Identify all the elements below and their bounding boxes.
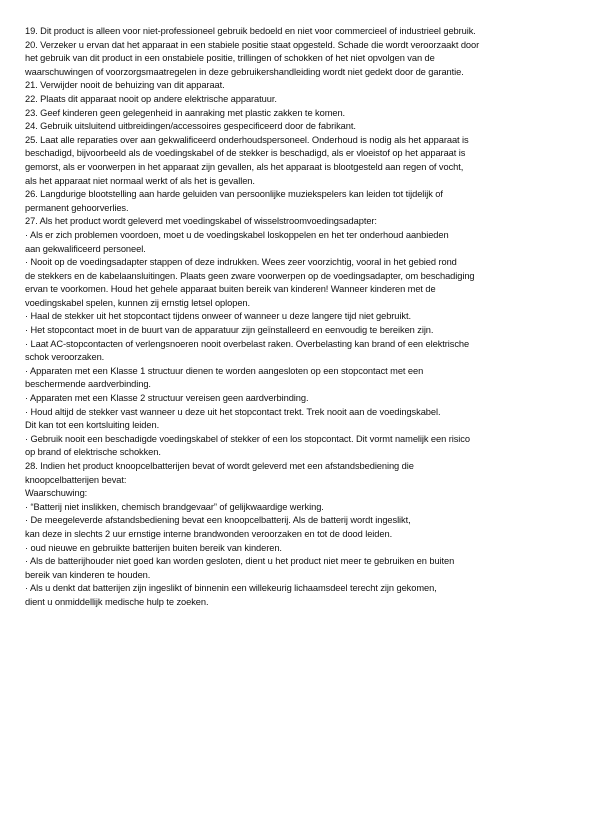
text-line: 28. Indien het product knoopcelbatterijen bevat of wordt geleverd met een afstandsbediening die	[25, 461, 414, 471]
text-line: gemorst, als er voorwerpen in het apparaat zijn gevallen, als het apparaat is blootgesteld aan regen of vocht,	[25, 161, 464, 172]
text-line: 27. Als het product wordt geleverd met voedingskabel of wisselstroomvoedingsadapter:	[25, 216, 377, 227]
text-line: · Nooit op de voedingsadapter stappen of deze indrukken. Wees zeer voorzichtig, vooral in het gebied rond	[25, 257, 457, 268]
text-line: als het apparaat niet normaal werkt of als het is gevallen.	[25, 175, 255, 186]
text-line: · oud nieuwe en gebruikte batterijen buiten bereik van kinderen.	[25, 542, 282, 553]
text-line: beschermende aardverbinding.	[25, 379, 151, 390]
text-line: 22. Plaats dit apparaat nooit op andere elektrische apparatuur.	[25, 93, 277, 104]
manual-text-page	[25, 25, 581, 610]
text-line: · Het stopcontact moet in de buurt van de apparatuur zijn geïnstalleerd en eenvoudig te bereiken zijn.	[25, 325, 434, 336]
text-line: Waarschuwing:	[25, 488, 88, 499]
text-line: voedingskabel spelen, kunnen zij ernstig letsel oplopen.	[25, 297, 250, 308]
text-line: · “Batterij niet inslikken, chemisch brandgevaar” of gelijkwaardige werking.	[25, 501, 324, 512]
text-line: · Gebruik nooit een beschadigde voedingskabel of stekker of een los stopcontact. Dit vormt namelijk een risico	[25, 433, 470, 444]
text-line: · Laat AC-stopcontacten of verlengsnoeren nooit overbelast raken. Overbelasting kan brand of een elektrische	[25, 338, 470, 349]
text-line: 25. Laat alle reparaties over aan gekwalificeerd onderhoudspersoneel. Onderhoud is nodig als het apparaat is	[25, 134, 469, 145]
text-line: · Apparaten met een Klasse 1 structuur dienen te worden aangesloten op een stopcontact met een	[25, 365, 424, 376]
text-line: aan gekwalificeerd personeel.	[25, 243, 146, 254]
text-line: kan deze in slechts 2 uur ernstige interne brandwonden veroorzaken en tot de dood leiden.	[25, 528, 393, 539]
text-line: · Als er zich problemen voordoen, moet u de voedingskabel loskoppelen en het ter onderhoud aanbieden	[25, 229, 449, 240]
text-line: · De meegeleverde afstandsbediening bevat een knoopcelbatterij. Als de batterij wordt ingeslikt,	[25, 515, 411, 526]
text-line: 24. Gebruik uitsluitend uitbreidingen/accessoires gespecificeerd door de fabrikant.	[25, 121, 356, 132]
text-line: waarschuwingen of voorzorgsmaatregelen in deze gebruikershandleiding wordt niet gedekt door de garantie.	[25, 66, 464, 77]
text-line: bereik van kinderen te houden.	[25, 569, 151, 580]
text-line: 20. Verzeker u ervan dat het apparaat in een stabiele positie staat opgesteld. Schade die wordt veroorzaakt door	[25, 39, 480, 50]
text-line: permanent gehoorverlies.	[25, 202, 129, 213]
text-line: knoopcelbatterijen bevat:	[25, 474, 127, 485]
text-line: Dit kan tot een kortsluiting leiden.	[25, 420, 160, 431]
text-line: beschadigd, bijvoorbeeld als de voedingskabel of de stekker is beschadigd, als er vloeistof op het apparaat is	[25, 148, 466, 159]
text-line: op brand of elektrische schokken.	[25, 447, 161, 458]
text-line: 26. Langdurige blootstelling aan harde geluiden van persoonlijke muziekspelers kan leiden tot tijdelijk of	[25, 189, 443, 200]
text-line: 19. Dit product is alleen voor niet-professioneel gebruik bedoeld en niet voor commercieel of industrieel gebruik.	[25, 26, 476, 36]
text-line: ervan te voorkomen. Houd het gehele apparaat buiten bereik van kinderen! Wanneer kinderen met de	[25, 284, 436, 295]
text-line: · Als de batterijhouder niet goed kan worden gesloten, dient u het product niet meer te gebruiken en buiten	[25, 556, 455, 567]
text-line: 23. Geef kinderen geen gelegenheid in aanraking met plastic zakken te komen.	[25, 107, 346, 118]
text-line: de stekkers en de kabelaansluitingen. Plaats geen zware voorwerpen op de voedingsadapter, om beschadiging	[25, 270, 475, 281]
text-line: · Als u denkt dat batterijen zijn ingeslikt of binnenin een willekeurig lichaamsdeel terecht zijn gekomen,	[25, 583, 437, 594]
text-line: · Apparaten met een Klasse 2 structuur vereisen geen aardverbinding.	[25, 393, 309, 404]
text-line: het gebruik van dit product in een onstabiele positie, trillingen of schokken of het niet opvolgen van de	[25, 53, 435, 64]
text-line: · Houd altijd de stekker vast wanneer u deze uit het stopcontact trekt. Trek nooit aan de voedingskabel.	[25, 406, 441, 417]
text-line: 21. Verwijder nooit de behuizing van dit apparaat.	[25, 80, 225, 91]
text-line: dient u onmiddellijk medische hulp te zoeken.	[25, 596, 209, 607]
text-line: · Haal de stekker uit het stopcontact tijdens onweer of wanneer u deze langere tijd niet gebruikt.	[25, 311, 411, 322]
text-line: schok veroorzaken.	[25, 352, 105, 363]
